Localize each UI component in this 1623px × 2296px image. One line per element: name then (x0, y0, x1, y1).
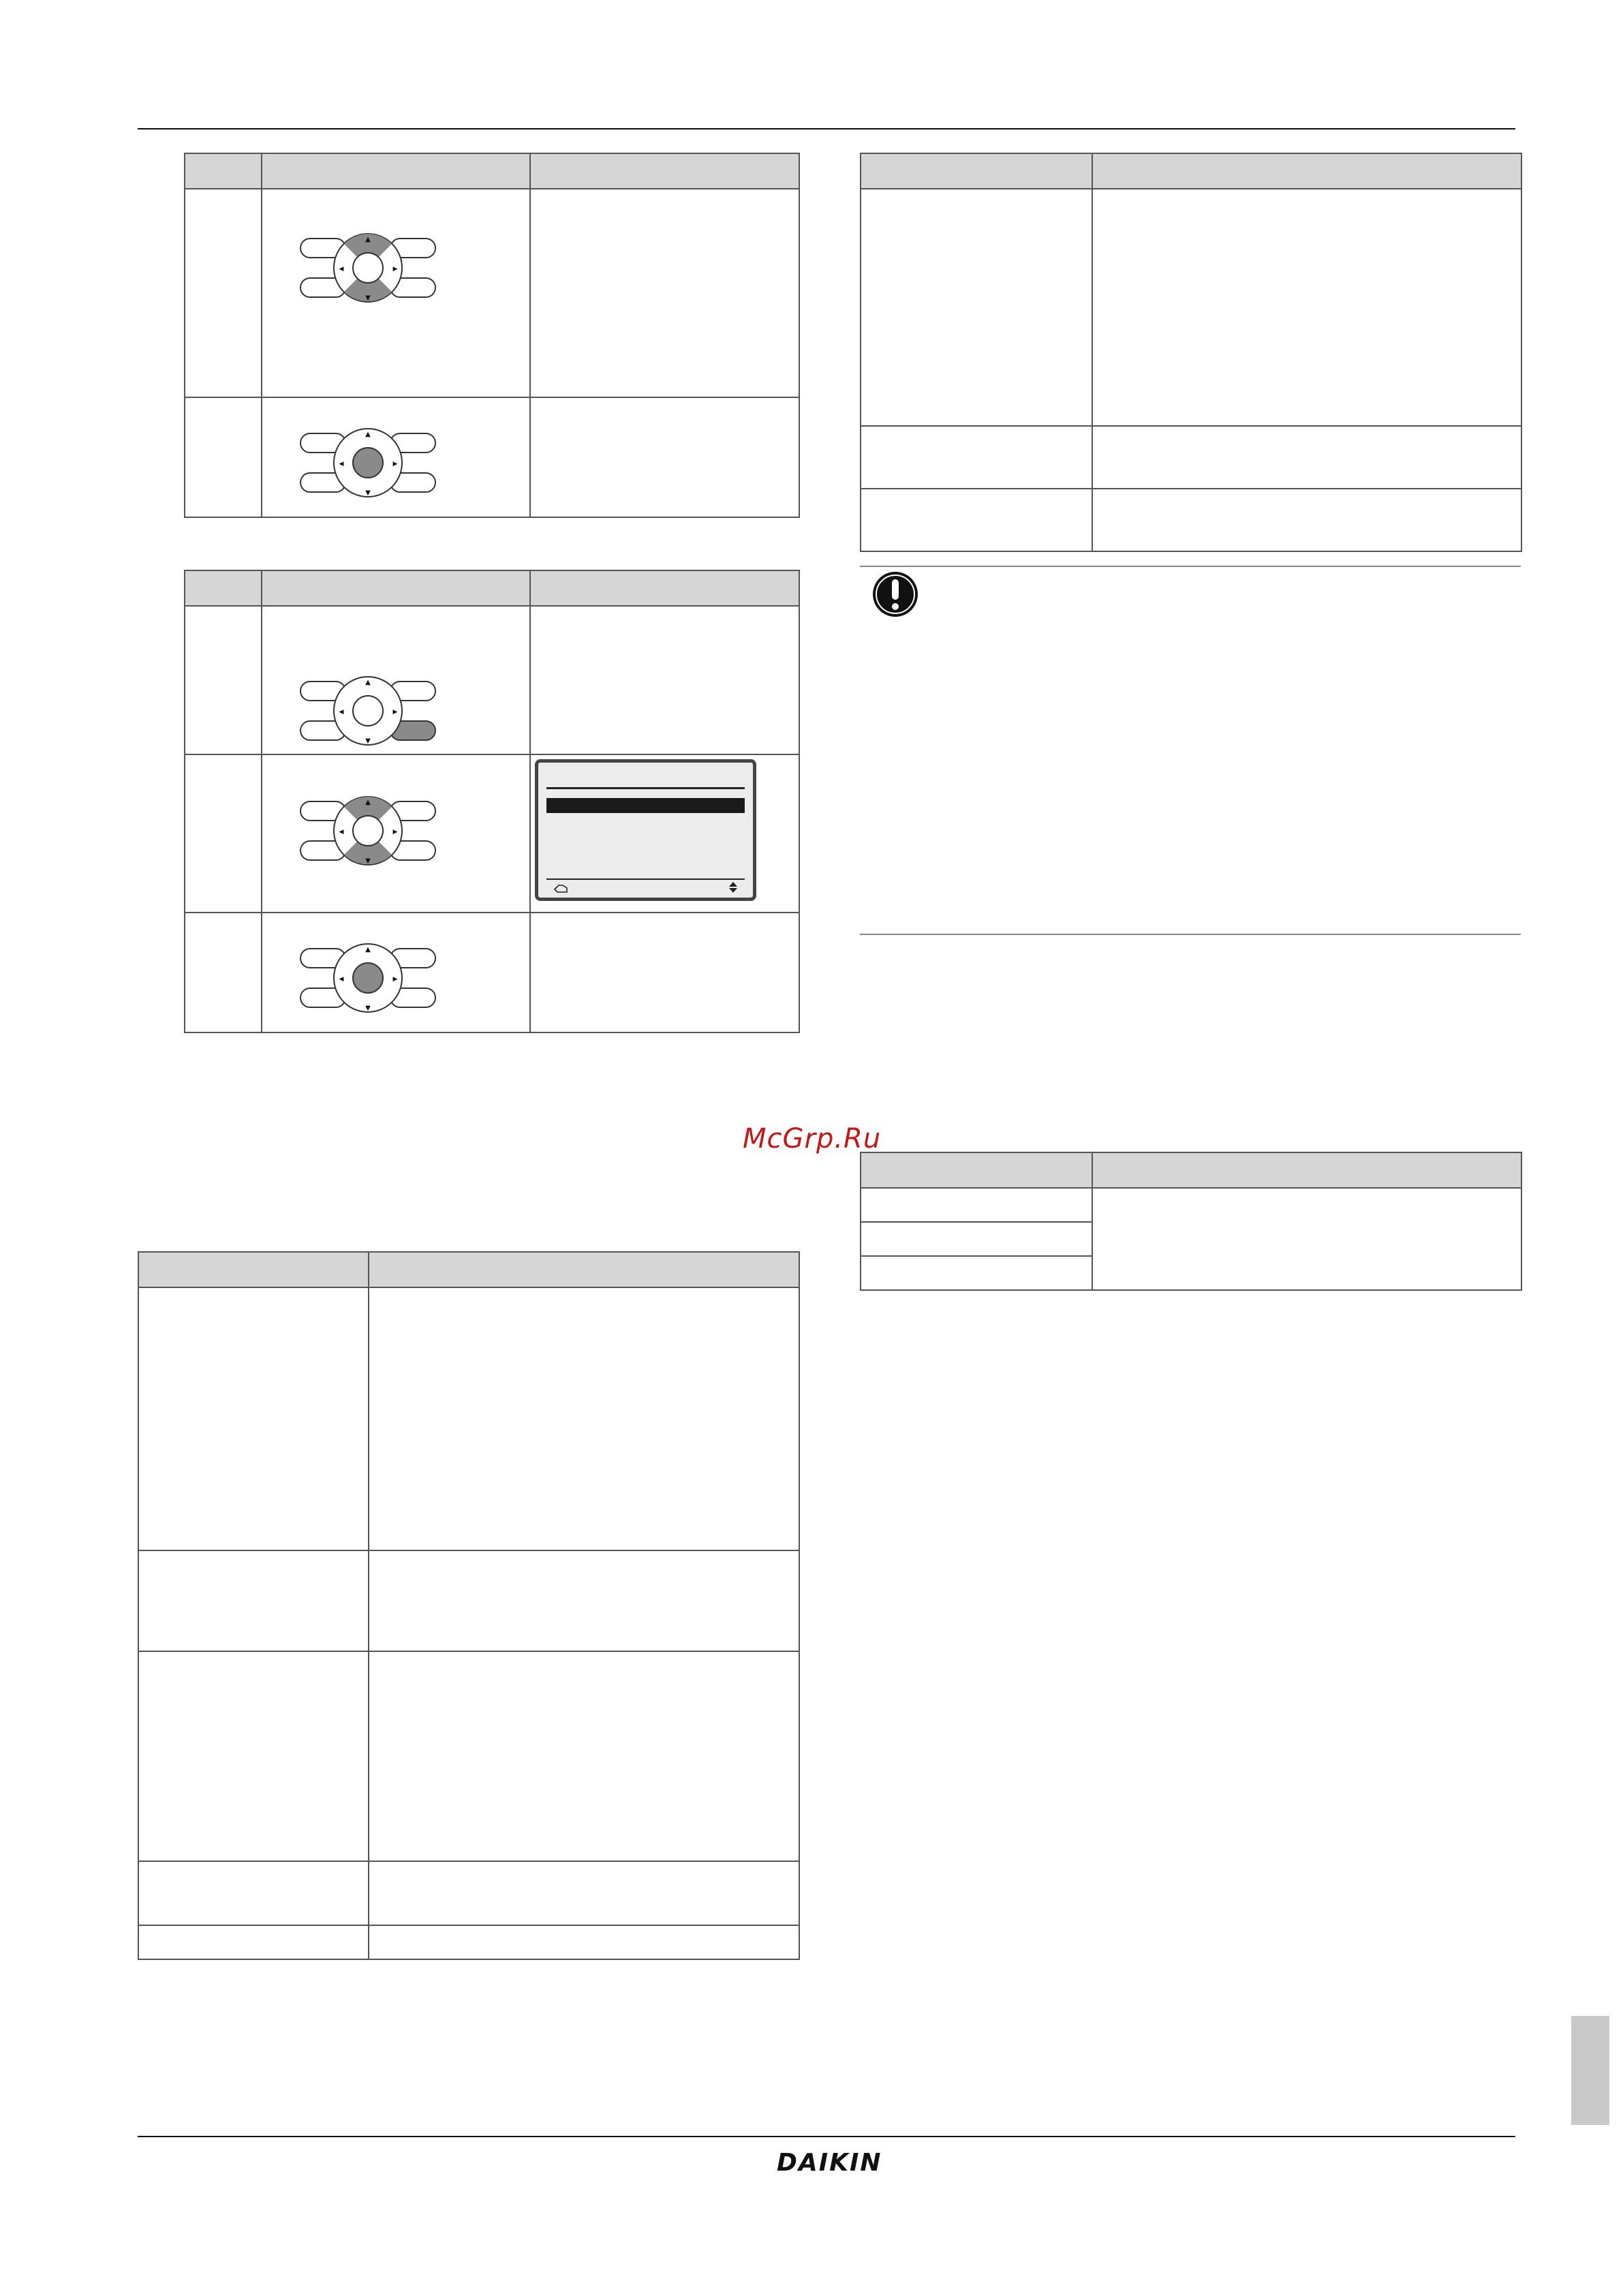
svg-text:▶: ▶ (392, 266, 398, 273)
steps-table-1 (184, 153, 800, 518)
table-row (185, 913, 799, 1032)
controller-pad-icon (262, 606, 530, 754)
svg-text:▶: ▶ (392, 829, 398, 836)
table-row (861, 426, 1521, 489)
svg-text:◀: ◀ (339, 266, 344, 273)
lcd-bottom-line (546, 878, 745, 880)
svg-text:▼: ▼ (365, 857, 371, 865)
exclamation-warning-icon (871, 570, 920, 619)
controller-pad-icon (262, 754, 530, 913)
right-table-2 (860, 1152, 1522, 1291)
brand-logo: DAIKIN (777, 2149, 882, 2177)
controller-pad-icon (262, 397, 530, 517)
table-row (861, 1188, 1521, 1222)
bottom-rule (138, 2136, 1515, 2137)
controller-pad-icon (262, 913, 530, 1032)
hand-icon (553, 883, 570, 893)
svg-text:◀: ◀ (339, 829, 344, 836)
svg-text:▼: ▼ (365, 1005, 371, 1012)
table-row (185, 606, 799, 754)
table-row (185, 189, 799, 397)
table-row (861, 489, 1521, 551)
steps-table-2 (184, 570, 800, 1033)
table-row (138, 1651, 799, 1861)
table-header (138, 1252, 799, 1287)
settings-table (138, 1251, 800, 1960)
svg-text:◀: ◀ (339, 461, 344, 468)
table-row (185, 754, 799, 913)
controller-pad-icon (262, 189, 530, 397)
table-row (138, 1861, 799, 1925)
svg-text:▶: ▶ (392, 461, 398, 468)
table-header (861, 1152, 1521, 1188)
svg-text:▼: ▼ (365, 737, 371, 745)
svg-text:▲: ▲ (365, 799, 371, 806)
note-top-rule (860, 566, 1521, 567)
side-tab (1571, 2016, 1609, 2125)
up-down-arrows-icon (728, 881, 738, 893)
table-row (138, 1287, 799, 1550)
svg-text:▼: ▼ (365, 489, 371, 497)
svg-text:▶: ▶ (392, 709, 398, 716)
lcd-screen-icon (535, 759, 756, 901)
table-row (138, 1550, 799, 1651)
table-header (185, 153, 799, 189)
right-table-1 (860, 153, 1522, 552)
table-row (185, 397, 799, 517)
svg-text:▲: ▲ (365, 236, 371, 243)
table-row (861, 189, 1521, 426)
svg-text:▲: ▲ (365, 679, 371, 686)
top-rule (138, 128, 1515, 129)
lcd-highlight-row (546, 798, 745, 813)
table-row (138, 1925, 799, 1959)
svg-text:▼: ▼ (365, 294, 371, 302)
svg-text:◀: ◀ (339, 976, 344, 983)
table-header (185, 570, 799, 606)
svg-text:▲: ▲ (365, 946, 371, 953)
svg-text:▶: ▶ (392, 976, 398, 983)
note-bottom-rule (860, 934, 1521, 935)
watermark: McGrp.Ru (743, 1123, 882, 1154)
lcd-title-line (546, 787, 745, 789)
svg-text:◀: ◀ (339, 709, 344, 716)
svg-text:▲: ▲ (365, 431, 371, 438)
table-header (861, 153, 1521, 189)
